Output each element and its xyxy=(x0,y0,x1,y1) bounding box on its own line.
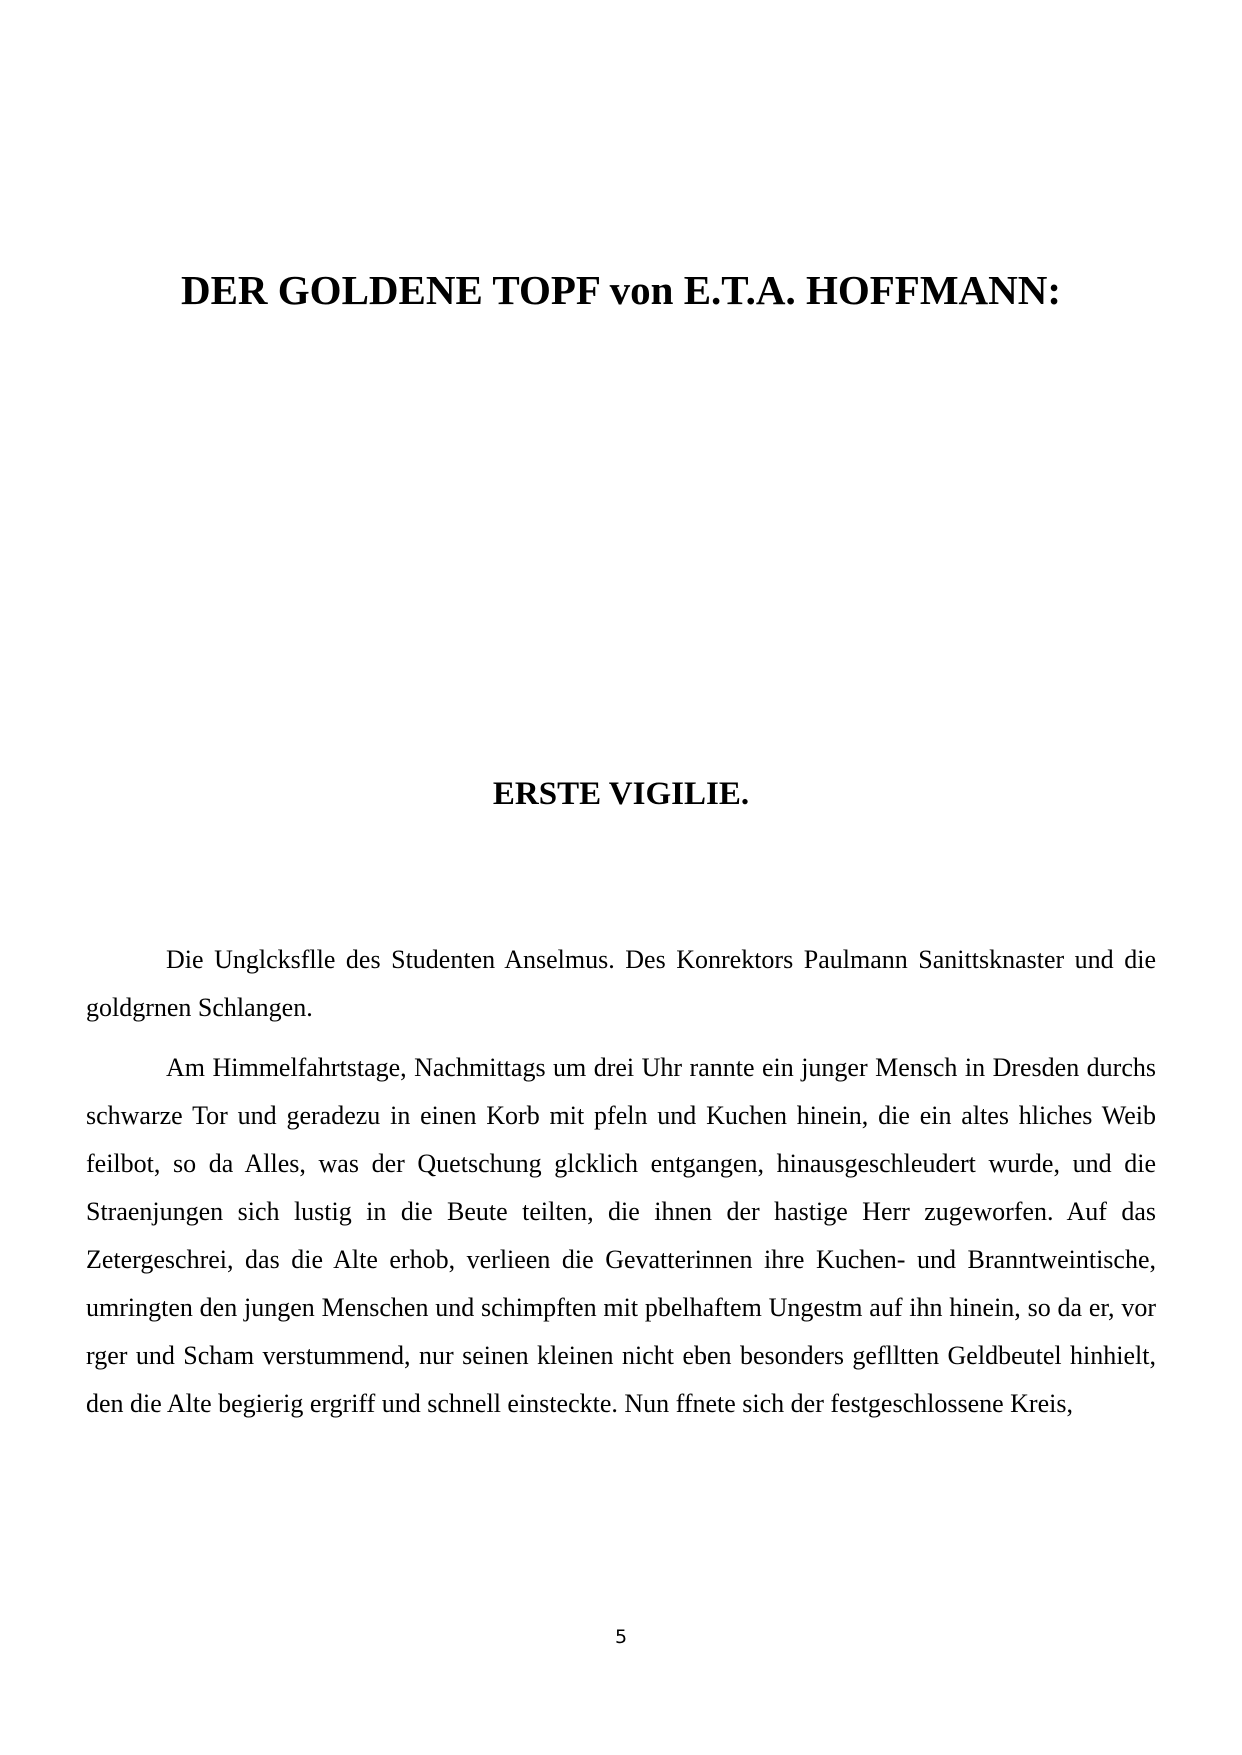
book-title: DER GOLDENE TOPF von E.T.A. HOFFMANN: xyxy=(180,267,1062,313)
body-text xyxy=(86,936,1156,1428)
chapter-summary-paragraph: Die Unglcksflle des Studenten Anselmus. Des Konrektors Paulmann Sanittsknaster und die goldgrnen Schlangen. xyxy=(86,945,1156,1022)
chapter-title: ERSTE VIGILIE. xyxy=(492,776,750,812)
page-number: 5 xyxy=(614,1626,628,1648)
body-paragraph: Am Himmelfahrtstage, Nachmittags um drei Uhr rannte ein junger Mensch in Dresden durchs schwarze Tor und geradezu in einen Korb mit pfeln und Kuchen hinein, die ein altes hliches Weib feilbot, so da Alles, was der Quetschung glcklich entgangen, hinausgeschleudert wurde, und die Straenjungen sich lustig in die Beute teilten, die ihnen der hastige Herr zugeworfen. Auf das Zetergeschrei, das die Alte erhob, verlieen die Gevatterinnen ihre Kuchen- und Branntweintische, umringten den jungen Menschen und schimpften mit pbelhaftem Ungestm auf ihn hinein, so da er, vor rger und Scham verstummend, nur seinen kleinen nicht eben besonders geflltten Geldbeutel hinhielt, den die Alte begierig ergriff und schnell einsteckte. Nun ffnete sich der festgeschlossene Kreis, xyxy=(86,1053,1156,1418)
